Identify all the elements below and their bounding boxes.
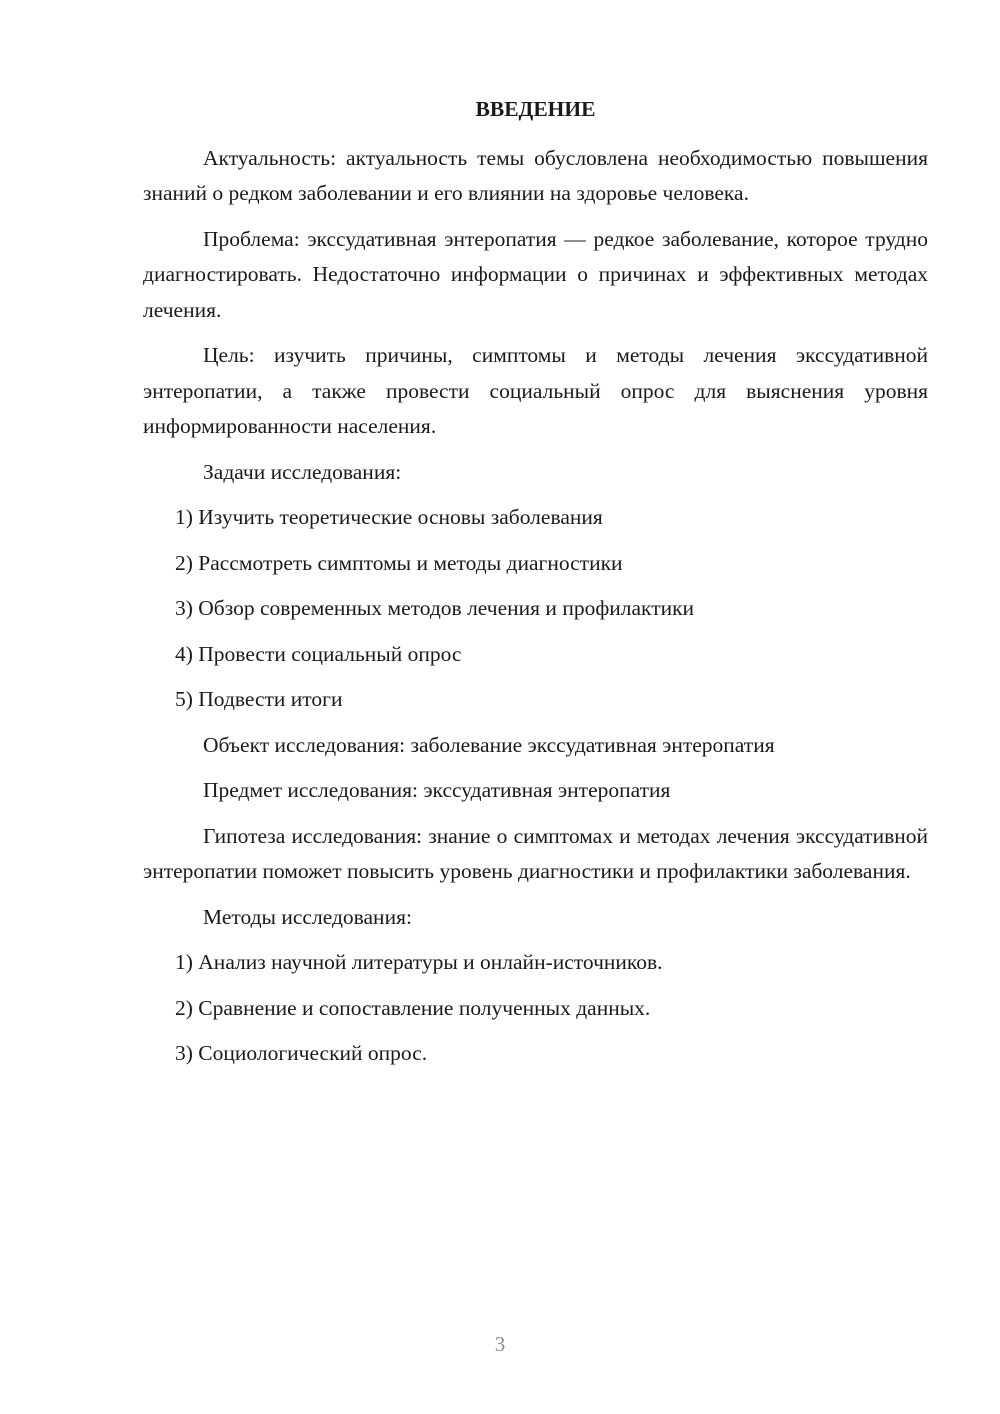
- research-object: Объект исследования: заболевание экссудативная энтеропатия: [203, 732, 775, 757]
- paragraph-goal: Цель: изучить причины, симптомы и методы лечения экссудативной энтеропатии, а также провести социальный опрос для выяснения уровня информированности населения.: [143, 343, 928, 438]
- paragraph-relevance: Актуальность: актуальность темы обусловлена необходимостью повышения знаний о редком заболевании и его влиянии на здоровье человека.: [143, 145, 928, 205]
- page-title: ВВЕДЕНИЕ: [475, 97, 596, 121]
- method-item: 3) Социологический опрос.: [175, 1041, 428, 1065]
- page-content: [143, 92, 928, 1082]
- research-subject: Предмет исследования: экссудативная энтеропатия: [203, 778, 671, 802]
- task-item: 3) Обзор современных методов лечения и профилактики: [175, 596, 695, 620]
- task-item: 5) Подвести итоги: [175, 687, 343, 711]
- task-item: 2) Рассмотреть симптомы и методы диагностики: [175, 550, 623, 575]
- task-item: 1) Изучить теоретические основы заболевания: [175, 505, 603, 529]
- tasks-heading: Задачи исследования:: [203, 459, 402, 484]
- method-item: 1) Анализ научной литературы и онлайн-источников.: [175, 950, 663, 974]
- task-item: 4) Провести социальный опрос: [175, 641, 462, 666]
- methods-heading: Методы исследования:: [203, 904, 412, 929]
- page-number: 3: [494, 1332, 506, 1356]
- method-item: 2) Сравнение и сопоставление полученных данных.: [175, 995, 651, 1020]
- paragraph-problem: Проблема: экссудативная энтеропатия — редкое заболевание, которое трудно диагностировать. Недостаточно информации о причинах и эффективных методах лечения.: [143, 226, 928, 322]
- paragraph-hypothesis: Гипотеза исследования: знание о симптомах и методах лечения экссудативной энтеропатии поможет повысить уровень диагностики и профилактики заболевания.: [143, 823, 928, 883]
